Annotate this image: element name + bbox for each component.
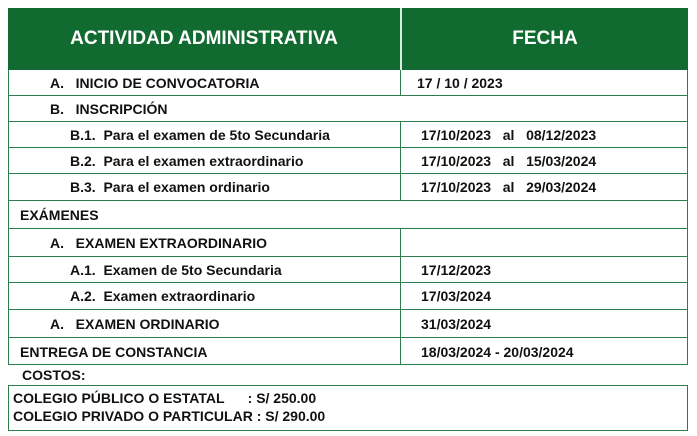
table-row	[8, 96, 688, 122]
costos-title: COSTOS:	[22, 367, 86, 383]
date-cell: 17/10/2023 al 29/03/2024	[400, 174, 688, 200]
table-row	[8, 283, 688, 310]
activity-cell: B.1. Para el examen de 5to Secundaria	[70, 126, 330, 143]
table-row	[8, 201, 688, 229]
activity-cell: A. INICIO DE CONVOCATORIA	[50, 74, 260, 91]
header-activity: ACTIVIDAD ADMINISTRATIVA	[8, 8, 400, 70]
activity-cell: B. INSCRIPCIÓN	[50, 100, 168, 117]
activity-cell: B.2. Para el examen extraordinario	[70, 152, 304, 169]
activity-cell: A. EXAMEN EXTRAORDINARIO	[50, 234, 268, 251]
activity-cell: EXÁMENES	[20, 206, 99, 223]
table-row	[8, 70, 688, 96]
table-row	[8, 257, 688, 283]
table-row	[8, 122, 688, 148]
costos-line-publico: COLEGIO PÚBLICO O ESTATAL : S/ 250.00	[13, 390, 317, 406]
date-cell: 31/03/2024	[400, 310, 688, 337]
costos-section	[8, 365, 688, 435]
activity-cell: B.3. Para el examen ordinario	[70, 179, 270, 195]
activity-cell: ENTREGA DE CONSTANCIA	[20, 343, 208, 360]
table-row	[8, 229, 688, 257]
activity-cell: A.2. Examen extraordinario	[70, 288, 256, 304]
costos-line-privado: COLEGIO PRIVADO O PARTICULAR : S/ 290.00	[13, 408, 326, 424]
date-cell: 17/10/2023 al 08/12/2023	[400, 122, 688, 147]
table-row	[8, 174, 688, 201]
activity-cell: A.1. Examen de 5to Secundaria	[70, 261, 282, 278]
table-row	[8, 338, 688, 365]
date-cell: 17/10/2023 al 15/03/2024	[400, 148, 688, 173]
header-date: FECHA	[400, 8, 688, 70]
date-cell: 17 / 10 / 2023	[400, 70, 688, 95]
activity-cell: A. EXAMEN ORDINARIO	[50, 315, 220, 332]
table-row	[8, 310, 688, 338]
table-row	[8, 148, 688, 174]
date-cell	[400, 229, 688, 256]
date-cell: 17/03/2024	[400, 283, 688, 309]
date-cell: 17/12/2023	[400, 257, 688, 282]
date-cell: 18/03/2024 - 20/03/2024	[400, 338, 688, 365]
costos-box	[8, 385, 688, 431]
